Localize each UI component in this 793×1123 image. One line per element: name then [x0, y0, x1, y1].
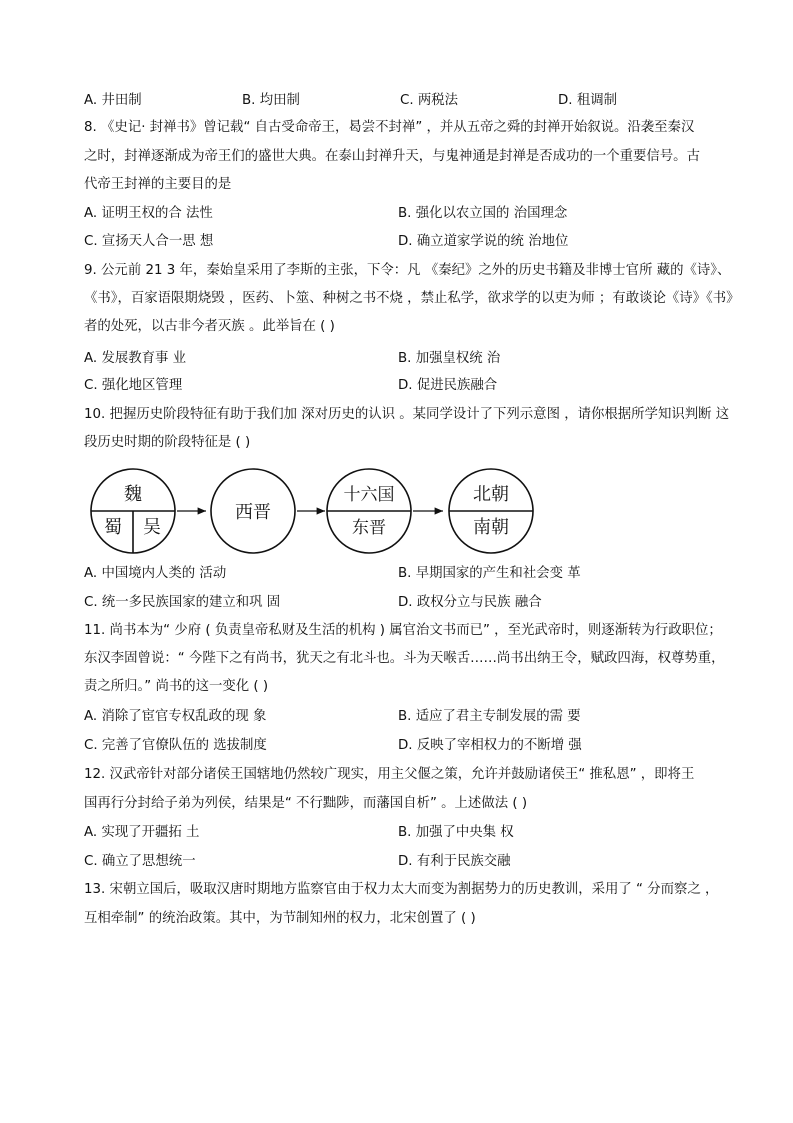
q9-option-c[interactable]: C. 强化地区管理 [84, 378, 183, 393]
q10-option-b[interactable]: B. 早期国家的产生和社会变 革 [398, 566, 581, 581]
q10-option-c[interactable]: C. 统一多民族国家的建立和巩 固 [84, 595, 281, 610]
q11-stem-line-2: 东汉李固曾说：“ 今陛下之有尚书，犹天之有北斗也。斗为天喉舌……尚书出纳王令，赋政四海，权尊势重， [84, 651, 725, 666]
q9-option-a[interactable]: A. 发展教育事 业 [84, 351, 187, 366]
q11-option-a[interactable]: A. 消除了宦官专权乱政的现 象 [84, 709, 267, 724]
q11-stem-line-3: 责之所归。” 尚书的这一变化 ( ) [84, 679, 269, 694]
q9-option-d[interactable]: D. 促进民族融合 [398, 378, 498, 393]
q10-stem-line-2: 段历史时期的阶段特征是 ( ) [84, 435, 251, 450]
circle-xijin [211, 469, 295, 553]
q12-option-c[interactable]: C. 确立了思想统一 [84, 854, 196, 869]
label-wei: 魏 [124, 484, 142, 505]
q10-option-d[interactable]: D. 政权分立与民族 融合 [398, 595, 542, 610]
q9-stem-line-1: 9. 公元前 21 3 年，秦始皇采用了李斯的主张，下令：凡 《秦纪》之外的历史书籍及非博士官所 藏的《诗》、 [84, 263, 731, 278]
q9-stem-line-3: 者的处死，以古非今者灭族 。此举旨在 ( ) [84, 319, 335, 334]
label-dongjin: 东晋 [352, 518, 386, 538]
q13-stem-line-1: 13. 宋朝立国后，吸取汉唐时期地方监察官由于权力太大而变为割据势力的历史教训，采用了 “ 分而察之 ， [84, 882, 719, 897]
q8-stem-line-2: 之时，封禅逐渐成为帝王们的盛世大典。在泰山封禅升天，与鬼神通是封禅是否成功的一个重要信号。古 [84, 149, 700, 164]
q8-option-b[interactable]: B. 强化以农立国的 治国理念 [398, 206, 568, 221]
label-16kingdoms: 十六国 [343, 485, 395, 505]
q8-stem-line-1: 8. 《史记· 封禅书》曾记载“ 自古受命帝王，曷尝不封禅” ，并从五帝之舜的封禅开始叙说。沿袭至秦汉 [84, 120, 695, 135]
q7-option-b[interactable]: B. 均田制 [242, 93, 300, 108]
label-wu: 吴 [143, 517, 161, 538]
q8-option-a[interactable]: A. 证明王权的合 法性 [84, 206, 213, 221]
circle-wei-shu-wu [91, 469, 175, 553]
q7-option-c[interactable]: C. 两税法 [400, 93, 459, 108]
q8-option-c[interactable]: C. 宣扬天人合一思 想 [84, 234, 214, 249]
circle-beichao-nanchao [449, 469, 533, 553]
q12-option-b[interactable]: B. 加强了中央集 权 [398, 825, 514, 840]
q12-stem-line-2: 国再行分封给子弟为列侯，结果是“ 不行黜陟，而藩国自析” 。上述做法 ( ) [84, 796, 528, 811]
q13-stem-line-2: 互相牵制” 的统治政策。其中，为节制知州的权力，北宋创置了 ( ) [84, 911, 476, 926]
label-xijin: 西晋 [235, 502, 271, 523]
q8-option-d[interactable]: D. 确立道家学说的统 治地位 [398, 234, 569, 249]
q9-option-b[interactable]: B. 加强皇权统 治 [398, 351, 501, 366]
q10-stem-line-1: 10. 把握历史阶段特征有助于我们加 深对历史的认识 。某同学设计了下列示意图 ，请你根据所学知识判断 这 [84, 407, 730, 422]
q9-stem-line-2: 《书》，百家语限期烧毁 ，医药、卜筮、种树之书不烧 ，禁止私学，欲求学的以吏为师 ；有敢谈论《诗》《书》 [84, 291, 740, 306]
q8-stem-line-3: 代帝王封禅的主要目的是 [84, 177, 232, 192]
q11-option-b[interactable]: B. 适应了君主专制发展的需 要 [398, 709, 581, 724]
label-beichao: 北朝 [473, 484, 509, 505]
q7-option-d[interactable]: D. 租调制 [558, 93, 617, 108]
label-shu: 蜀 [104, 517, 122, 538]
q12-option-d[interactable]: D. 有利于民族交融 [398, 854, 511, 869]
q7-option-a[interactable]: A. 井田制 [84, 93, 142, 108]
q11-option-c[interactable]: C. 完善了官僚队伍的 选拔制度 [84, 738, 267, 753]
q12-stem-line-1: 12. 汉武帝针对部分诸侯王国辖地仍然较广现实，用主父偃之策，允许并鼓励诸侯王“ 推私恩” ，即将王 [84, 767, 695, 782]
q11-stem-line-1: 11. 尚书本为“ 少府 ( 负责皇帝私财及生活的机构 ) 属官治文书而已” ，至光武帝时，则逐渐转为行政职位； [84, 623, 722, 638]
q12-option-a[interactable]: A. 实现了开疆拓 土 [84, 825, 200, 840]
q11-option-d[interactable]: D. 反映了宰相权力的不断增 强 [398, 738, 582, 753]
q10-option-a[interactable]: A. 中国境内人类的 活动 [84, 566, 227, 581]
label-nanchao: 南朝 [473, 517, 509, 538]
circle-16kingdoms-dongjin [327, 469, 411, 553]
